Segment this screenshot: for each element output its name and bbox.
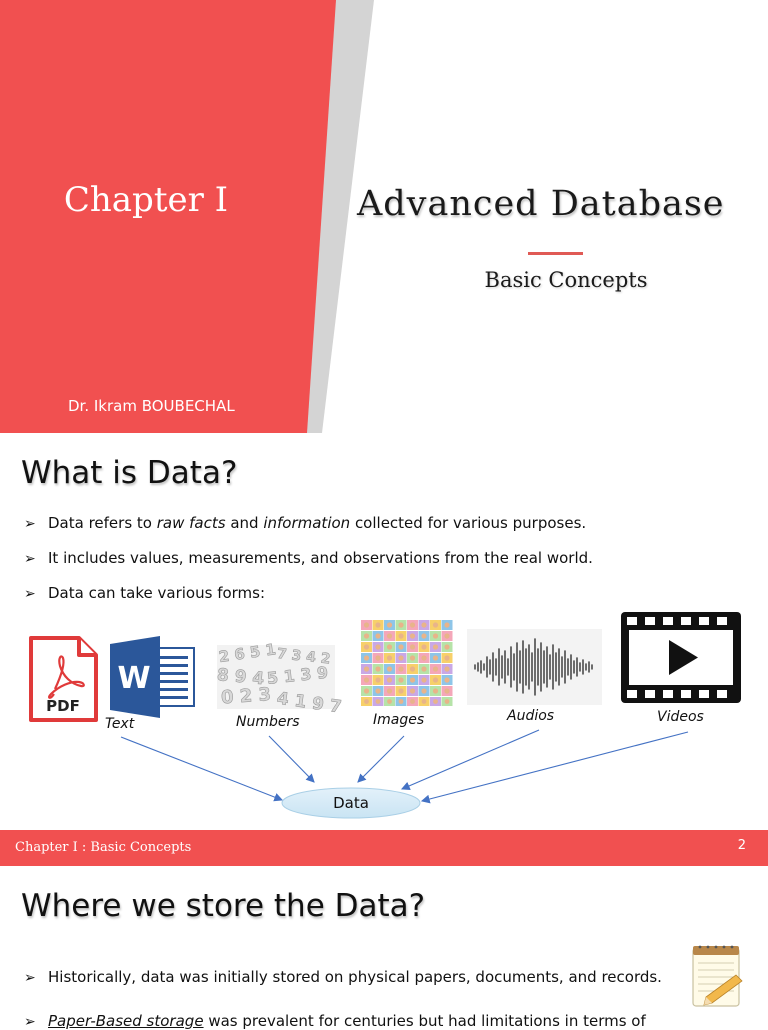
- svg-text:2 6 5 1: 2 6 5 1: [217, 640, 278, 667]
- bullet-item: ➢ Data can take various forms:: [24, 584, 266, 602]
- title-divider: [528, 252, 583, 255]
- svg-text:0 2 3: 0 2 3: [220, 684, 272, 709]
- pdf-icon: [27, 634, 100, 724]
- notepad-pencil-icon: [690, 943, 744, 1009]
- bullet-item: ➢ Historically, data was initially stored on physical papers, documents, and records.: [24, 968, 662, 986]
- data-node-label: Data: [333, 794, 369, 812]
- svg-text:4 1 9 7: 4 1 9 7: [275, 688, 343, 718]
- what-is-data-slide: [0, 433, 768, 866]
- media-label-videos: Videos: [657, 709, 704, 725]
- footer-chapter-label: Chapter I : Basic Concepts: [15, 840, 192, 855]
- bullet-arrow-icon: ➢: [24, 970, 36, 986]
- title-slide: [0, 0, 768, 433]
- page-number: 2: [737, 838, 746, 853]
- waveform-image: [467, 629, 602, 705]
- bullet-item: ➢ Data refers to raw facts and information collected for various purposes.: [24, 514, 587, 532]
- bullet-arrow-icon: ➢: [24, 1014, 36, 1030]
- slide-footer: [0, 830, 768, 866]
- media-label-audios: Audios: [507, 708, 555, 724]
- svg-text:7 3 4 2: 7 3 4 2: [276, 645, 332, 668]
- svg-text:PDF: PDF: [46, 697, 80, 715]
- bullet-arrow-icon: ➢: [24, 586, 36, 602]
- media-label-images: Images: [373, 712, 425, 728]
- where-store-data-slide: [0, 866, 768, 1030]
- slide-heading: Where we store the Data?: [21, 888, 426, 924]
- presentation-title: Advanced Database: [357, 184, 725, 224]
- presentation-subtitle: Basic Concepts: [484, 268, 648, 292]
- svg-text:8 9 4: 8 9 4: [216, 665, 265, 690]
- media-label-numbers: Numbers: [236, 714, 300, 730]
- chapter-title: Chapter I: [63, 180, 229, 220]
- bullet-arrow-icon: ➢: [24, 551, 36, 567]
- media-label-text: Text: [105, 716, 135, 732]
- svg-text:5 1 3 9: 5 1 3 9: [266, 662, 330, 688]
- bullet-arrow-icon: ➢: [24, 516, 36, 532]
- svg-text:W: W: [117, 661, 151, 696]
- video-play-icon: [621, 612, 741, 703]
- author-name: Dr. Ikram BOUBECHAL: [68, 397, 235, 415]
- faces-collage-image: [361, 620, 453, 706]
- word-icon: [108, 636, 196, 718]
- numbers-image: [216, 640, 343, 718]
- bullet-item: ➢ Paper-Based storage was prevalent for centuries but had limitations in terms of: [24, 1012, 646, 1030]
- slide-heading: What is Data?: [21, 455, 238, 491]
- bullet-item: ➢ It includes values, measurements, and observations from the real world.: [24, 549, 593, 567]
